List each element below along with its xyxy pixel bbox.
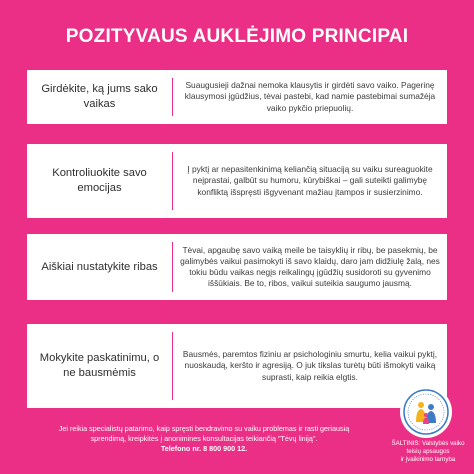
phone-number: Telefono nr. 8 800 900 12. [160, 443, 248, 453]
principle-card [27, 70, 447, 124]
family-icon [402, 388, 450, 436]
principle-heading: Kontroliuokite savo emocijas [52, 167, 147, 194]
agency-logo [400, 386, 452, 438]
principle-text: Suaugusieji dažnai nemoka klausytis ir girdėti savo vaiko. Pagerinę klausymosi įgūdžius, tėvai pastebi, kad namie pastebimai sumažėja vaiko pykčio priepuolių. [184, 80, 436, 113]
principle-heading: Girdėkite, ką jums sako vaikas [41, 83, 158, 110]
footer-line: Jei reikia specialistų patarimo, kaip spręsti bendravimo su vaiku problemas ir rasti geriausią [58, 424, 350, 433]
principle-text: Tėvai, apgaubę savo vaiką meile be taisyklių ir ribų, be pasekmių, be galimybės vaikui pasimokyti iš savo klaidų, daro jam didžiulę žalą, nes tokiu būdu vaikas negįs reikalingų įgūdžių susidoroti su gyvenimo iššūkiais. Be to, ribos, vaikui suteikia saugumo jausmą. [180, 244, 440, 289]
principle-text: Bausmės, paremtos fiziniu ar psichologiniu smurtu, kelia vaikui pyktį, nuoskaudą, keršto ir agresiją. O juk tikslas turėtų būti išmokyti vaiką suprasti, kaip reikia elgtis. [182, 349, 438, 382]
principle-heading: Mokykite paskatinimu, o ne bausmėmis [39, 352, 160, 379]
source-label: ŠALTINIS: [391, 440, 421, 447]
principle-text: Į pyktį ar nepasitenkinimą keliančią situaciją su vaiku sureaguokite neįprastai, galbūt su humoru, kūrybiškai – gali suteikti galimybę konfliktą išspręsti išgyvenant mažiau įtampos ir susierzinimo. [187, 164, 433, 197]
source-line: ir įvaikinimo tarnyba [400, 455, 456, 463]
footer-line: sprendimą, kreipkitės į anonimines konsultacijas teikiančią "Tėvų liniją". [90, 433, 318, 443]
principle-card [27, 324, 447, 408]
page-title: POZITYVAUS AUKLĖJIMO PRINCIPAI [65, 26, 409, 47]
principle-card [27, 234, 447, 300]
principle-card [27, 144, 447, 218]
source-line: Valstybės vaiko teisių apsaugos [406, 440, 465, 455]
footer-note [24, 424, 384, 454]
source-credit [388, 440, 468, 463]
principle-heading: Aiškiai nustatykite ribas [41, 260, 158, 273]
